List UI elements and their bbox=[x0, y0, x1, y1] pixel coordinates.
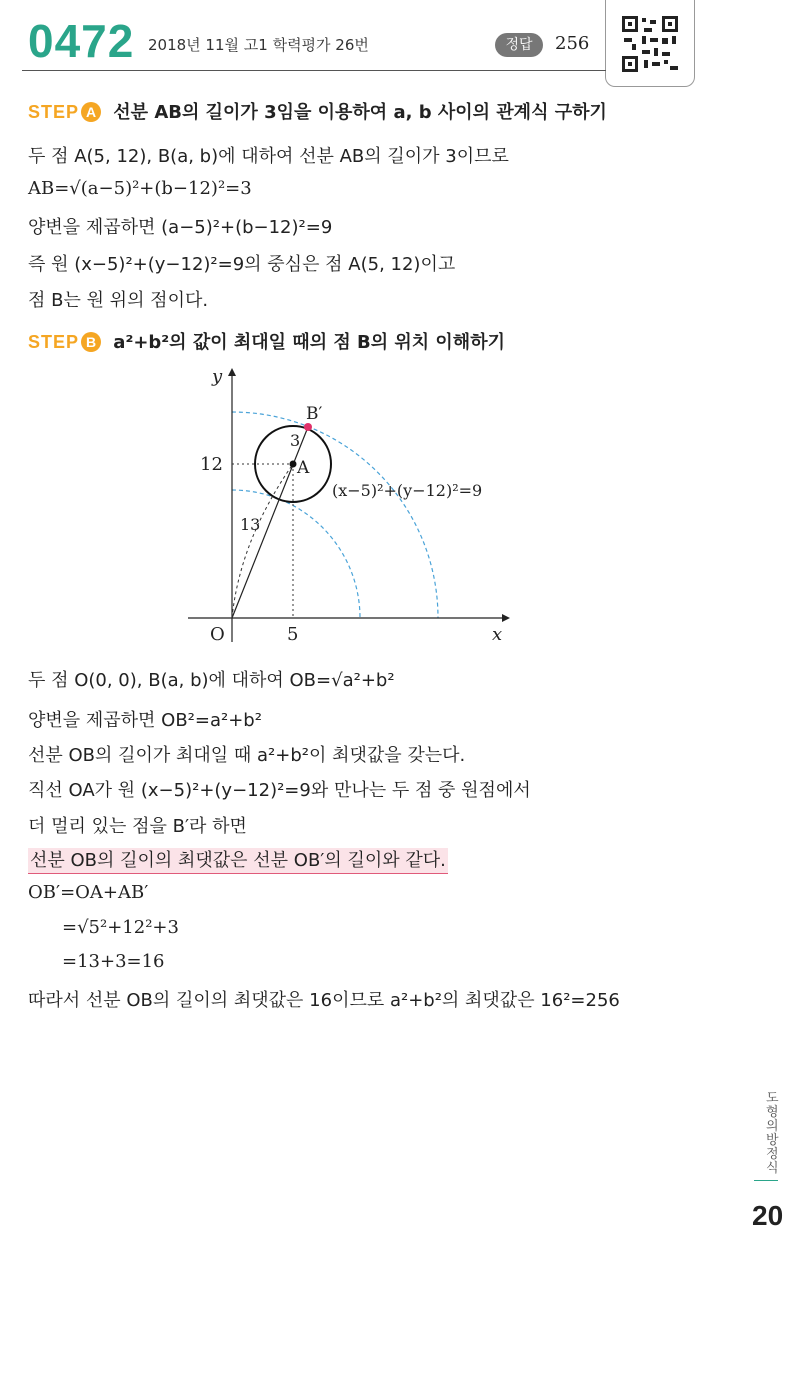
answer-badge: 정답 bbox=[495, 33, 543, 57]
x-axis-arrow bbox=[502, 614, 510, 622]
step-b-letter: B bbox=[81, 332, 101, 352]
y-tick-label: 12 bbox=[200, 454, 223, 475]
step-b-title: a²+b²의 값이 최대일 때의 점 B의 위치 이해하기 bbox=[113, 332, 505, 353]
step-b-line-6-highlight bbox=[28, 846, 448, 872]
step-a-line-4: 즉 원 (x−5)²+(y−12)²=9의 중심은 점 A(5, 12)이고 bbox=[28, 254, 456, 275]
step-b-line-10: 따라서 선분 OB의 길이의 최댓값은 16이므로 a²+b²의 최댓값은 16²=256 bbox=[28, 990, 620, 1011]
y-axis-arrow bbox=[228, 368, 236, 376]
point-b-prime-dot bbox=[304, 423, 312, 431]
side-divider bbox=[754, 1180, 778, 1181]
chapter-vertical-label: 도형의 방정식 bbox=[766, 1091, 779, 1176]
step-b-line-2: 양변을 제곱하면 OB²=a²+b² bbox=[28, 710, 262, 731]
step-a-title: 선분 AB의 길이가 3임을 이용하여 a, b 사이의 관계식 구하기 bbox=[113, 102, 607, 123]
step-a-tag: STEP bbox=[28, 102, 80, 122]
header-divider bbox=[22, 70, 606, 71]
problem-source: 2018년 11월 고1 학력평가 26번 bbox=[148, 36, 369, 54]
step-b-line-5: 더 멀리 있는 점을 B′라 하면 bbox=[28, 816, 247, 837]
step-b-line-9: =13+3=16 bbox=[62, 951, 165, 972]
circle-equation-label: (x−5)²+(y−12)²=9 bbox=[332, 481, 483, 500]
radius-label: 3 bbox=[290, 431, 301, 450]
y-axis-label: y bbox=[212, 366, 223, 387]
step-b-line-3: 선분 OB의 길이가 최대일 때 a²+b²이 최댓값을 갖는다. bbox=[28, 745, 466, 766]
step-a-line-3: 양변을 제곱하면 (a−5)²+(b−12)²=9 bbox=[28, 217, 333, 238]
point-a-label: A bbox=[297, 458, 310, 478]
qr-code-icon[interactable] bbox=[620, 14, 680, 74]
point-a-dot bbox=[290, 461, 297, 468]
step-b-line-7: OB′=OA+AB′ bbox=[28, 882, 149, 903]
step-a-line-2: AB=√(a−5)²+(b−12)²=3 bbox=[28, 178, 252, 199]
origin-label: O bbox=[210, 624, 225, 645]
inner-dashed-arc bbox=[232, 490, 360, 618]
step-a-line-1: 두 점 A(5, 12), B(a, b)에 대하여 선분 AB의 길이가 3이므로 bbox=[28, 146, 509, 167]
step-a-heading bbox=[28, 98, 607, 124]
step-a-line-5: 점 B는 원 위의 점이다. bbox=[28, 290, 209, 311]
problem-number: 0472 bbox=[28, 15, 135, 67]
x-axis-label: x bbox=[492, 624, 503, 645]
qr-code-box[interactable] bbox=[605, 0, 695, 87]
step-b-line-4: 직선 OA가 원 (x−5)²+(y−12)²=9와 만나는 두 점 중 원점에서 bbox=[28, 780, 531, 801]
x-tick-label: 5 bbox=[287, 624, 299, 645]
highlighted-statement: 선분 OB의 길이의 최댓값은 선분 OB′의 길이와 같다. bbox=[28, 848, 448, 874]
step-b-tag: STEP bbox=[28, 332, 80, 352]
step-b-line-8: =√5²+12²+3 bbox=[62, 917, 179, 938]
segment-13-label: 13 bbox=[240, 515, 261, 534]
page-number: 20 bbox=[752, 1200, 784, 1231]
step-b-heading bbox=[28, 328, 505, 354]
step-b-line-1: 두 점 O(0, 0), B(a, b)에 대하여 OB=√a²+b² bbox=[28, 670, 395, 691]
step-a-letter: A bbox=[81, 102, 101, 122]
point-b-prime-label: B′ bbox=[306, 404, 323, 424]
answer-value: 256 bbox=[555, 33, 590, 54]
coordinate-graph bbox=[180, 360, 540, 650]
